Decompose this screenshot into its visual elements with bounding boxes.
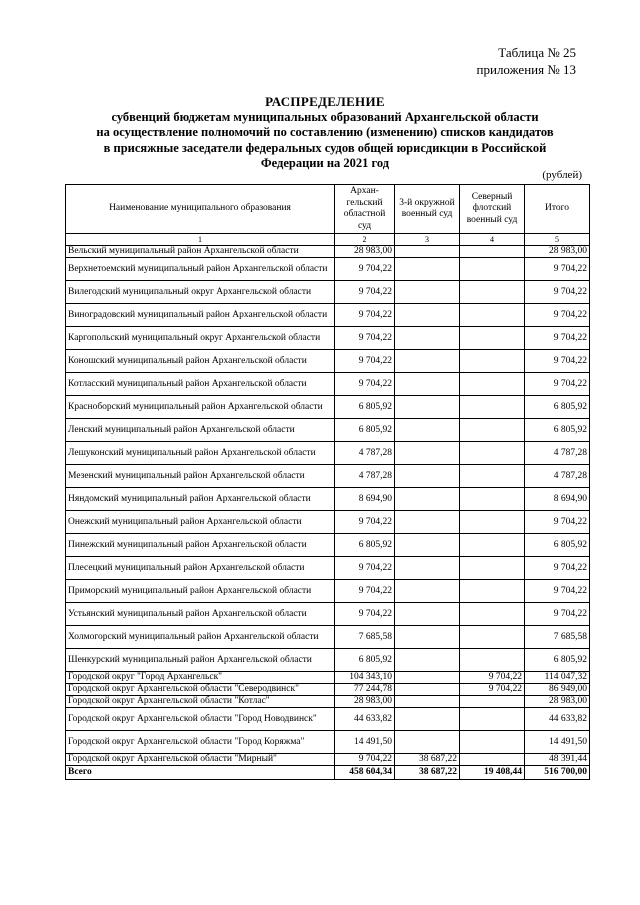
total-cell: 14 491,50 — [525, 731, 590, 754]
column-header-name: Наименование муниципального образования — [66, 185, 335, 234]
municipality-name-cell: Плесецкий муниципальный район Архангельской области — [66, 557, 335, 580]
table-row — [66, 557, 590, 580]
column-header-military-court: 3-й окружной военный суд — [395, 185, 460, 234]
fleet-court-cell — [460, 350, 525, 373]
fleet-court-cell — [460, 557, 525, 580]
regional-court-cell: 77 244,78 — [335, 684, 395, 696]
municipality-name-cell: Вилегодский муниципальный округ Архангельской области — [66, 281, 335, 304]
military-court-cell — [395, 731, 460, 754]
total-cell: 4 787,28 — [525, 442, 590, 465]
table-row — [66, 649, 590, 672]
military-court-cell — [395, 649, 460, 672]
fleet-court-cell — [460, 246, 525, 258]
total-cell: 9 704,22 — [525, 603, 590, 626]
total-cell: 28 983,00 — [525, 246, 590, 258]
regional-court-cell: 9 704,22 — [335, 754, 395, 766]
municipality-name-cell: Няндомский муниципальный район Архангельской области — [66, 488, 335, 511]
fleet-court-cell — [460, 258, 525, 281]
table-row — [66, 246, 590, 258]
fleet-court-cell — [460, 465, 525, 488]
regional-court-cell: 104 343,10 — [335, 672, 395, 684]
military-court-cell — [395, 696, 460, 708]
total-cell: 9 704,22 — [525, 350, 590, 373]
table-row — [66, 350, 590, 373]
fleet-court-cell — [460, 281, 525, 304]
total-cell: 86 949,00 — [525, 684, 590, 696]
total-cell: 9 704,22 — [525, 580, 590, 603]
table-reference — [477, 44, 576, 78]
regional-court-cell: 6 805,92 — [335, 396, 395, 419]
table-row — [66, 684, 590, 696]
military-court-cell — [395, 304, 460, 327]
table-body — [66, 246, 590, 780]
regional-court-cell: 7 685,58 — [335, 626, 395, 649]
fleet-court-cell — [460, 534, 525, 557]
regional-court-cell: 9 704,22 — [335, 327, 395, 350]
fleet-court-cell — [460, 754, 525, 766]
military-court-cell — [395, 350, 460, 373]
unit-label: (рублей) — [542, 169, 582, 181]
regional-court-cell: 9 704,22 — [335, 580, 395, 603]
military-court-cell — [395, 488, 460, 511]
military-court-cell — [395, 327, 460, 350]
regional-court-cell: 9 704,22 — [335, 258, 395, 281]
total-cell: 4 787,28 — [525, 465, 590, 488]
municipality-name-cell: Пинежский муниципальный район Архангельской области — [66, 534, 335, 557]
municipality-name-cell: Красноборский муниципальный район Архангельской области — [66, 396, 335, 419]
table-row — [66, 396, 590, 419]
table-row — [66, 534, 590, 557]
military-court-cell — [395, 557, 460, 580]
column-number: 1 — [66, 234, 335, 246]
table-row — [66, 626, 590, 649]
municipality-name-cell: Мезенский муниципальный район Архангельской области — [66, 465, 335, 488]
fleet-court-cell — [460, 511, 525, 534]
table-row — [66, 419, 590, 442]
total-cell: 8 694,90 — [525, 488, 590, 511]
fleet-court-cell — [460, 580, 525, 603]
municipality-name-cell: Городской округ Архангельской области "Город Новодвинск" — [66, 708, 335, 731]
regional-court-cell: 9 704,22 — [335, 281, 395, 304]
table-row — [66, 442, 590, 465]
table-row — [66, 603, 590, 626]
table-row — [66, 373, 590, 396]
column-number: 2 — [335, 234, 395, 246]
column-number: 4 — [460, 234, 525, 246]
title-line-3: в присяжные заседатели федеральных судов общей юрисдикции в Российской — [103, 140, 547, 155]
table-row — [66, 696, 590, 708]
military-court-cell — [395, 281, 460, 304]
municipality-name-cell: Шенкурский муниципальный район Архангельской области — [66, 649, 335, 672]
fleet-court-cell — [460, 603, 525, 626]
regional-court-cell: 9 704,22 — [335, 511, 395, 534]
fleet-court-cell — [460, 626, 525, 649]
total-cell: 9 704,22 — [525, 327, 590, 350]
fleet-court-cell — [460, 442, 525, 465]
table-row — [66, 754, 590, 766]
table-number: Таблица № 25 — [498, 45, 576, 60]
municipality-name-cell: Онежский муниципальный район Архангельской области — [66, 511, 335, 534]
title-main: РАСПРЕДЕЛЕНИЕ — [265, 94, 385, 109]
municipality-name-cell: Виноградовский муниципальный район Архангельской области — [66, 304, 335, 327]
table-row — [66, 708, 590, 731]
fleet-court-cell — [460, 327, 525, 350]
table-row — [66, 327, 590, 350]
military-court-cell — [395, 258, 460, 281]
regional-court-cell: 14 491,50 — [335, 731, 395, 754]
military-court-cell — [395, 246, 460, 258]
total-cell: 6 805,92 — [525, 534, 590, 557]
column-number: 3 — [395, 234, 460, 246]
appendix-number: приложения № 13 — [476, 62, 576, 77]
municipality-name-cell: Городской округ Архангельской области "Мирный" — [66, 754, 335, 766]
table-row — [66, 511, 590, 534]
total-cell: 9 704,22 — [525, 511, 590, 534]
total-cell: 7 685,58 — [525, 626, 590, 649]
title-line-2: на осуществление полномочий по составлению (изменению) списков кандидатов — [96, 125, 554, 139]
regional-court-cell: 28 983,00 — [335, 246, 395, 258]
military-court-cell — [395, 442, 460, 465]
total-cell: 9 704,22 — [525, 557, 590, 580]
total-cell: 28 983,00 — [525, 696, 590, 708]
regional-court-cell: 28 983,00 — [335, 696, 395, 708]
municipality-name-cell: Приморский муниципальный район Архангельской области — [66, 580, 335, 603]
regional-court-cell: 9 704,22 — [335, 350, 395, 373]
fleet-court-cell — [460, 696, 525, 708]
total-cell: 9 704,22 — [525, 304, 590, 327]
fleet-court-cell: 19 408,44 — [460, 766, 525, 780]
total-cell: 6 805,92 — [525, 396, 590, 419]
municipality-name-cell: Верхнетоемский муниципальный район Архангельской области — [66, 258, 335, 281]
table-row — [66, 488, 590, 511]
military-court-cell — [395, 626, 460, 649]
table-row — [66, 672, 590, 684]
total-row — [66, 766, 590, 780]
total-label: Всего — [66, 766, 335, 780]
title-line-1: субвенций бюджетам муниципальных образований Архангельской области — [111, 109, 539, 124]
municipality-name-cell: Холмогорский муниципальный район Архангельской области — [66, 626, 335, 649]
military-court-cell — [395, 465, 460, 488]
regional-court-cell: 4 787,28 — [335, 442, 395, 465]
regional-court-cell: 6 805,92 — [335, 649, 395, 672]
distribution-table — [65, 184, 590, 780]
municipality-name-cell: Ленский муниципальный район Архангельской области — [66, 419, 335, 442]
military-court-cell — [395, 708, 460, 731]
table-row — [66, 258, 590, 281]
fleet-court-cell — [460, 396, 525, 419]
total-cell: 114 047,32 — [525, 672, 590, 684]
fleet-court-cell — [460, 649, 525, 672]
total-cell: 9 704,22 — [525, 373, 590, 396]
total-cell: 44 633,82 — [525, 708, 590, 731]
military-court-cell — [395, 373, 460, 396]
military-court-cell — [395, 534, 460, 557]
municipality-name-cell: Лешуконский муниципальный район Архангельской области — [66, 442, 335, 465]
regional-court-cell: 4 787,28 — [335, 465, 395, 488]
military-court-cell — [395, 396, 460, 419]
regional-court-cell: 44 633,82 — [335, 708, 395, 731]
table-row — [66, 281, 590, 304]
table-row — [66, 465, 590, 488]
municipality-name-cell: Котласский муниципальный район Архангельской области — [66, 373, 335, 396]
fleet-court-cell: 9 704,22 — [460, 684, 525, 696]
table-row — [66, 304, 590, 327]
document-title — [60, 94, 590, 172]
municipality-name-cell: Коношский муниципальный район Архангельской области — [66, 350, 335, 373]
total-cell: 6 805,92 — [525, 649, 590, 672]
total-cell: 516 700,00 — [525, 766, 590, 780]
regional-court-cell: 458 604,34 — [335, 766, 395, 780]
table-row — [66, 580, 590, 603]
table-row — [66, 731, 590, 754]
municipality-name-cell: Городской округ Архангельской области "Котлас" — [66, 696, 335, 708]
column-number: 5 — [525, 234, 590, 246]
fleet-court-cell — [460, 488, 525, 511]
military-court-cell — [395, 419, 460, 442]
municipality-name-cell: Городской округ "Город Архангельск" — [66, 672, 335, 684]
fleet-court-cell — [460, 708, 525, 731]
column-header-fleet-court: Северный флотский военный суд — [460, 185, 525, 234]
regional-court-cell: 9 704,22 — [335, 603, 395, 626]
military-court-cell — [395, 580, 460, 603]
column-header-regional-court: Архан-гельский областной суд — [335, 185, 395, 234]
military-court-cell: 38 687,22 — [395, 754, 460, 766]
military-court-cell — [395, 684, 460, 696]
military-court-cell — [395, 603, 460, 626]
fleet-court-cell: 9 704,22 — [460, 672, 525, 684]
regional-court-cell: 6 805,92 — [335, 419, 395, 442]
total-cell: 9 704,22 — [525, 258, 590, 281]
fleet-court-cell — [460, 731, 525, 754]
regional-court-cell: 9 704,22 — [335, 304, 395, 327]
regional-court-cell: 9 704,22 — [335, 557, 395, 580]
column-header-total: Итого — [525, 185, 590, 234]
military-court-cell: 38 687,22 — [395, 766, 460, 780]
regional-court-cell: 6 805,92 — [335, 534, 395, 557]
municipality-name-cell: Устьянский муниципальный район Архангельской области — [66, 603, 335, 626]
municipality-name-cell: Городской округ Архангельской области "Город Коряжма" — [66, 731, 335, 754]
regional-court-cell: 8 694,90 — [335, 488, 395, 511]
municipality-name-cell: Вельский муниципальный район Архангельской области — [66, 246, 335, 258]
title-line-4: Федерации на 2021 год — [260, 156, 390, 170]
total-cell: 6 805,92 — [525, 419, 590, 442]
fleet-court-cell — [460, 304, 525, 327]
municipality-name-cell: Каргопольский муниципальный округ Архангельской области — [66, 327, 335, 350]
military-court-cell — [395, 511, 460, 534]
municipality-name-cell: Городской округ Архангельской области "Северодвинск" — [66, 684, 335, 696]
fleet-court-cell — [460, 373, 525, 396]
regional-court-cell: 9 704,22 — [335, 373, 395, 396]
fleet-court-cell — [460, 419, 525, 442]
total-cell: 9 704,22 — [525, 281, 590, 304]
military-court-cell — [395, 672, 460, 684]
total-cell: 48 391,44 — [525, 754, 590, 766]
